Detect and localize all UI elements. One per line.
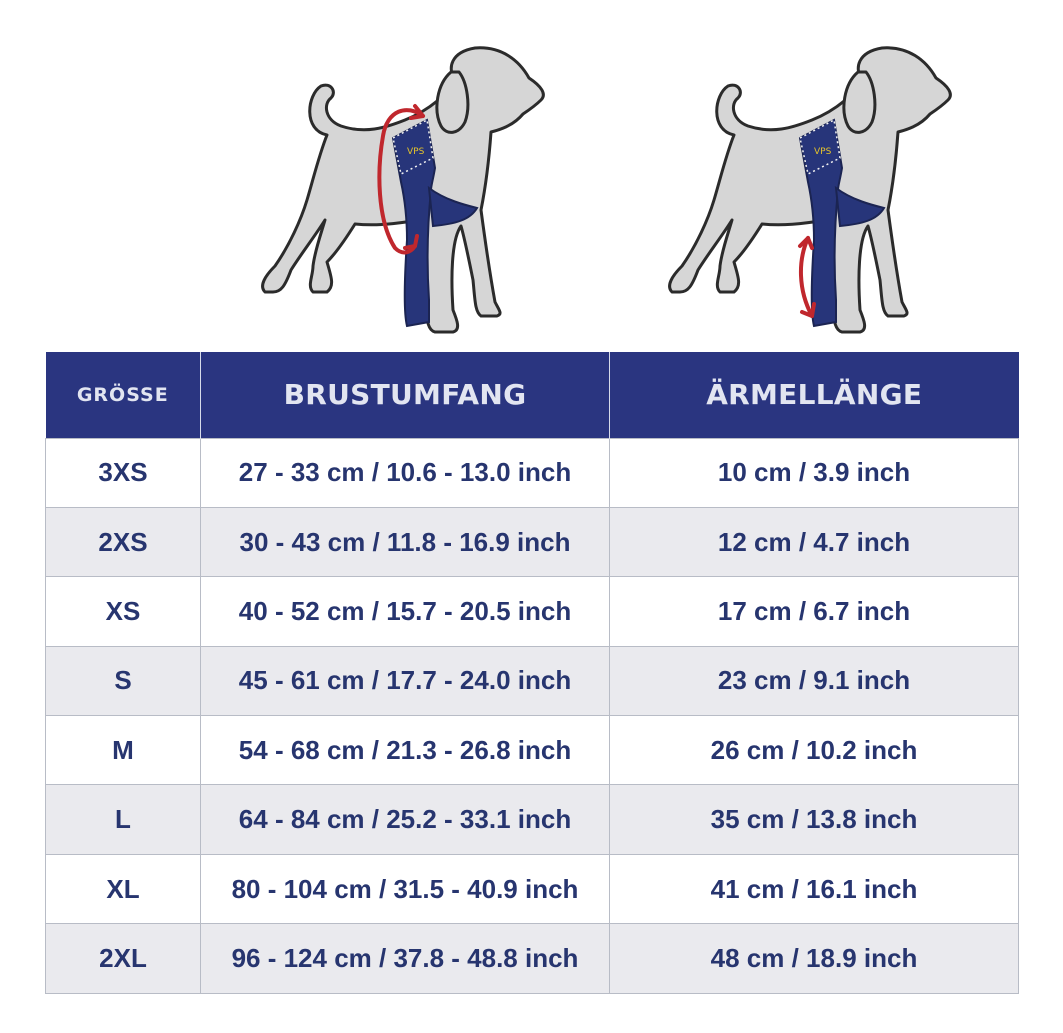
sleeve-cell: 26 cm / 10.2 inch (610, 716, 1019, 785)
header-size: GRÖSSE (46, 352, 201, 438)
chest-cell: 40 - 52 cm / 15.7 - 20.5 inch (201, 577, 610, 646)
chest-cell: 54 - 68 cm / 21.3 - 26.8 inch (201, 716, 610, 785)
table-row (46, 507, 1019, 576)
chest-cell: 80 - 104 cm / 31.5 - 40.9 inch (201, 854, 610, 923)
header-sleeve-length: ÄRMELLÄNGE (610, 352, 1019, 438)
size-cell: XL (46, 854, 201, 923)
sleeve-logo: VPS (814, 147, 832, 157)
chest-cell: 30 - 43 cm / 11.8 - 16.9 inch (201, 507, 610, 576)
sleeve-cell: 48 cm / 18.9 inch (610, 924, 1019, 993)
sleeve-cell: 41 cm / 16.1 inch (610, 854, 1019, 923)
sleeve-cell: 17 cm / 6.7 inch (610, 577, 1019, 646)
size-chart-table (45, 352, 1019, 994)
chest-cell: 45 - 61 cm / 17.7 - 24.0 inch (201, 646, 610, 715)
size-cell: 2XL (46, 924, 201, 993)
chest-cell: 27 - 33 cm / 10.6 - 13.0 inch (201, 438, 610, 507)
table-row (46, 854, 1019, 923)
table-header-row (46, 352, 1019, 438)
sleeve-logo: VPS (407, 147, 425, 157)
size-cell: XS (46, 577, 201, 646)
sleeve-cell: 35 cm / 13.8 inch (610, 785, 1019, 854)
table-row (46, 577, 1019, 646)
size-cell: S (46, 646, 201, 715)
chest-cell: 64 - 84 cm / 25.2 - 33.1 inch (201, 785, 610, 854)
size-cell: M (46, 716, 201, 785)
table-row (46, 438, 1019, 507)
sleeve-cell: 12 cm / 4.7 inch (610, 507, 1019, 576)
size-cell: 3XS (46, 438, 201, 507)
table-row (46, 924, 1019, 993)
size-cell: L (46, 785, 201, 854)
dog-chest-measurement-icon (255, 40, 555, 345)
header-chest-girth: BRUSTUMFANG (201, 352, 610, 438)
sleeve-cell: 10 cm / 3.9 inch (610, 438, 1019, 507)
table-row (46, 716, 1019, 785)
dog-sleeve-length-measurement-icon (662, 40, 962, 345)
sleeve-cell: 23 cm / 9.1 inch (610, 646, 1019, 715)
table-row (46, 646, 1019, 715)
chest-cell: 96 - 124 cm / 37.8 - 48.8 inch (201, 924, 610, 993)
table-row (46, 785, 1019, 854)
size-cell: 2XS (46, 507, 201, 576)
